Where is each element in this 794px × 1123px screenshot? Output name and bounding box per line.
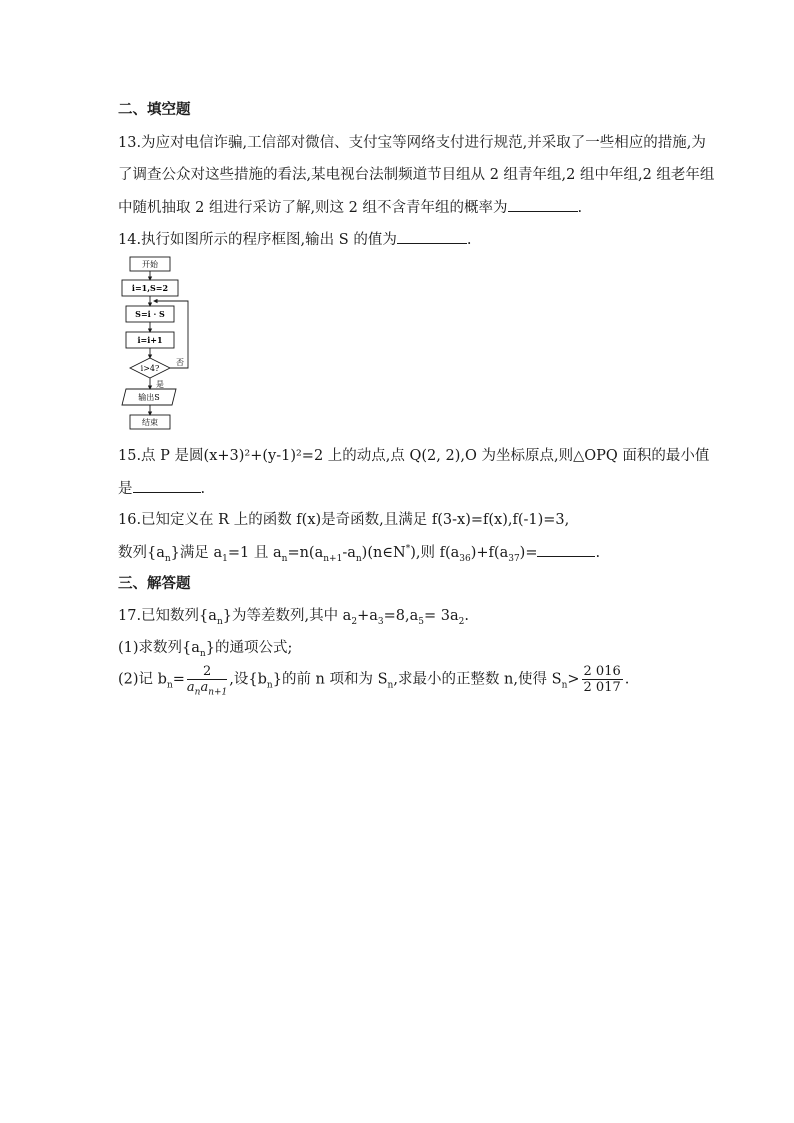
q17-part1: (1)求数列$\{a_n\}$的通项公式; bbox=[118, 640, 293, 659]
q15-period: . bbox=[200, 481, 206, 497]
fraction-2016-2017: $\frac{2 016}{2 017}$ bbox=[583, 664, 621, 695]
q13-line3 bbox=[118, 197, 718, 218]
q16-answer-blank[interactable] bbox=[537, 542, 595, 557]
flow-start-label: 开始 bbox=[142, 260, 158, 269]
section-answer-title: 三、解答题 bbox=[118, 576, 191, 592]
q15-answer-blank[interactable] bbox=[133, 478, 201, 493]
q13-period: . bbox=[577, 200, 583, 216]
flow-cond-label: i>4? bbox=[140, 364, 160, 373]
q13-line3-text: 中随机抽取 2 组进行采访了解,则这 2 组不含青年组的概率为 bbox=[118, 200, 508, 216]
q15-line2-text: 是 bbox=[118, 481, 133, 497]
q14-answer-blank[interactable] bbox=[397, 229, 467, 244]
q16-line1: 16.已知定义在 R 上的函数 f(x)是奇函数,且满足 f(3-x)=f(x),f(-1)=3, bbox=[118, 512, 570, 528]
fraction-b-n: $\frac{2}{a_na_{n+1}}$ bbox=[186, 664, 228, 698]
q14-question: 14.执行如图所示的程序框图,输出 S 的值为 bbox=[118, 232, 397, 248]
flow-yes-label: 是 bbox=[156, 380, 164, 389]
q17-line1: 17.已知数列$\{a_n\}$为等差数列,其中 $a_2+a_3=8,a_5= 3a_2$. bbox=[118, 608, 469, 627]
q13-answer-blank[interactable] bbox=[508, 197, 578, 212]
program-flowchart bbox=[118, 255, 198, 435]
section-fill-blank-title: 二、填空题 bbox=[118, 102, 191, 118]
flow-init-label: i=1,S=2 bbox=[131, 283, 169, 293]
q17-part2: (2)记 $b_n=$ $\frac{2}{a_na_{n+1}}$ ,设$\{b_n\}$的前 n 项和为 $S_n$,求最小的正整数 n,使得 $S_n>$ $\frac{2 016}{2 017}$ . bbox=[118, 664, 630, 698]
flow-no-label: 否 bbox=[176, 358, 184, 367]
flow-end-label: 结束 bbox=[142, 418, 158, 427]
q13-line1: 13.为应对电信诈骗,工信部对微信、支付宝等网络支付进行规范,并采取了一些相应的措施,为 bbox=[118, 135, 706, 151]
q15-line1: 15.点 P 是圆(x+3)²+(y-1)²=2 上的动点,点 Q(2, 2),O 为坐标原点,则△OPQ 面积的最小值 bbox=[118, 448, 710, 464]
flow-output-label: 输出S bbox=[138, 393, 160, 402]
q15-line2 bbox=[118, 478, 718, 499]
q16-line2: 数列$\{a_n\}$满足 $a_1=1$ 且 $a_n=n(a_{n+1}-a_n)(n\in N^*)$,则 $f(a_{36})+f(a_{37})=$ . bbox=[118, 542, 718, 563]
q14-text bbox=[118, 229, 718, 250]
flow-step2-label: i=i+1 bbox=[137, 335, 163, 345]
q13-line2: 了调查公众对这些措施的看法,某电视台法制频道节目组从 2 组青年组,2 组中年组,2 组老年组 bbox=[118, 167, 715, 183]
flow-step1-label: S=i · S bbox=[135, 309, 165, 319]
q14-period: . bbox=[466, 232, 472, 248]
